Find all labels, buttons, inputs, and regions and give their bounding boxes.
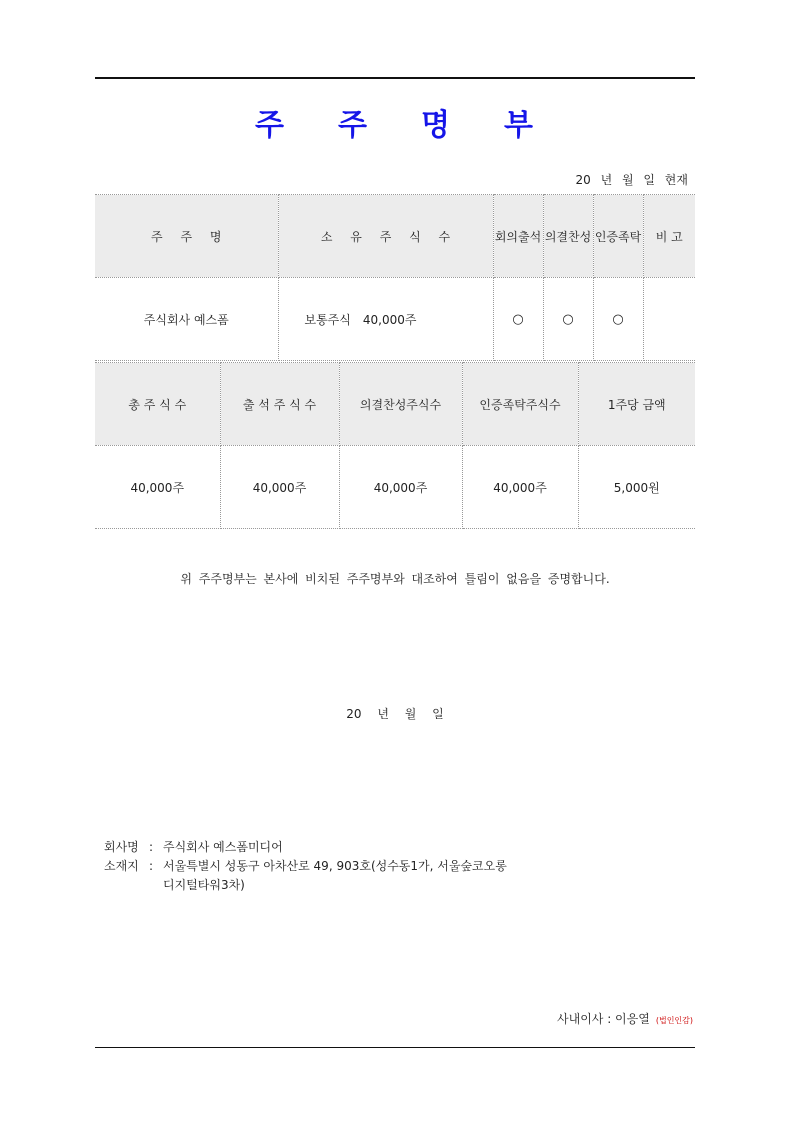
col-header-certification: 인증족탁	[593, 195, 643, 278]
col-header-approving-shares: 의결찬성주식수	[339, 363, 462, 446]
as-of-date: 20 년 월 일 현재	[575, 173, 688, 187]
col-header-attending-shares: 출 석 주 식 수	[220, 363, 339, 446]
company-address-row	[104, 857, 507, 876]
col-header-holder-name: 주 주 명	[95, 195, 278, 278]
attending-shares: 40,000주	[220, 446, 339, 529]
summary-table	[95, 362, 695, 529]
col-header-certified-shares: 인증족탁주식수	[462, 363, 578, 446]
total-shares: 40,000주	[95, 446, 220, 529]
corporate-seal-mark: (법인인감)	[655, 1016, 693, 1025]
col-header-total-shares: 총 주 식 수	[95, 363, 220, 446]
summary-table-header	[95, 363, 695, 446]
company-address-label: 소재지	[104, 859, 139, 873]
title-char: 명	[421, 108, 452, 143]
remarks-cell	[643, 278, 695, 361]
company-name: 주식회사 예스폼미디어	[163, 840, 283, 854]
par-value: 5,000원	[578, 446, 695, 529]
col-header-par-value: 1주당 금액	[578, 363, 695, 446]
certification-statement: 위 주주명부는 본사에 비치된 주주명부와 대조하여 틀림이 없음을 증명합니다.	[180, 572, 610, 586]
separator: :	[149, 840, 154, 854]
company-name-label: 회사명	[104, 840, 139, 854]
top-rule	[95, 77, 695, 79]
company-info	[104, 838, 507, 895]
director-signature	[557, 1010, 693, 1027]
company-name-row	[104, 838, 507, 857]
title-char: 주	[338, 108, 369, 143]
document-title	[95, 100, 695, 144]
owned-shares: 보통주식 40,000주	[278, 278, 493, 361]
company-address-line2: 디지털타워3차)	[163, 878, 245, 892]
bottom-rule	[95, 1047, 695, 1048]
table-row	[95, 278, 695, 361]
col-header-remarks: 비 고	[643, 195, 695, 278]
company-address-line1: 서울특별시 성동구 아차산로 49, 903호(성수동1가, 서울숲코오롱	[163, 859, 507, 873]
title-char: 부	[503, 108, 535, 143]
certification-mark: ○	[593, 278, 643, 361]
col-header-approval: 의결찬성	[543, 195, 593, 278]
director-name: 사내이사 : 이응열	[557, 1012, 650, 1026]
col-header-owned-shares: 소 유 주 식 수	[278, 195, 493, 278]
col-header-attendance: 회의출석	[493, 195, 543, 278]
holder-name: 주식회사 예스폼	[95, 278, 278, 361]
approving-shares: 40,000주	[339, 446, 462, 529]
separator: :	[149, 859, 154, 873]
table-row	[95, 446, 695, 529]
certified-shares: 40,000주	[462, 446, 578, 529]
shareholder-table	[95, 194, 695, 361]
title-char: 주	[255, 108, 287, 143]
shareholder-table-header	[95, 195, 695, 278]
signature-date: 20 년 월 일	[346, 707, 444, 721]
attendance-mark: ○	[493, 278, 543, 361]
approval-mark: ○	[543, 278, 593, 361]
